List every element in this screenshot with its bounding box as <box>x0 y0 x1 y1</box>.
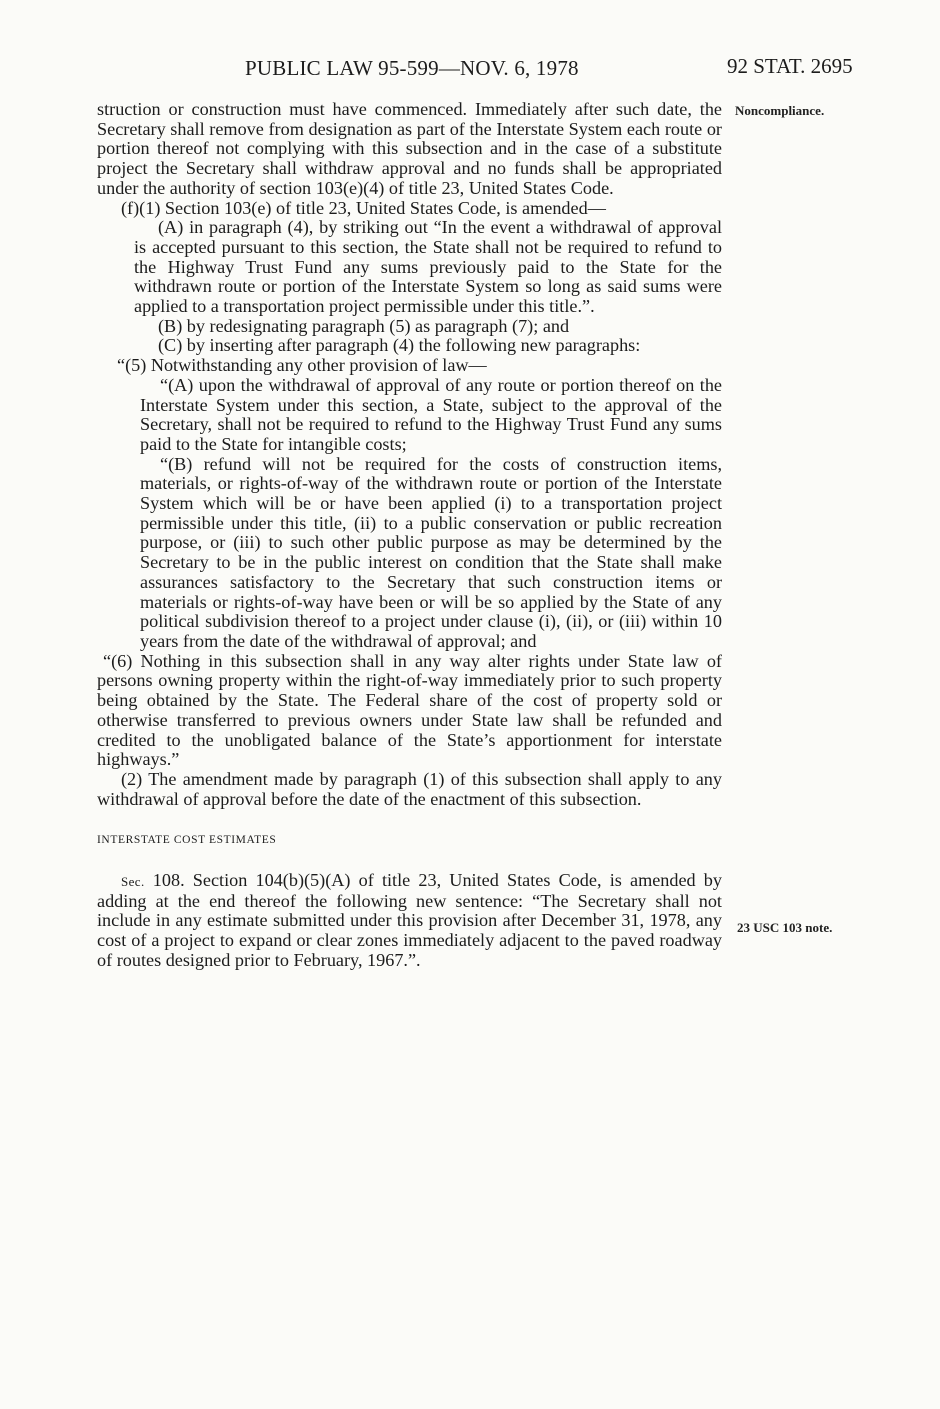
section-text: 108. Section 104(b)(5)(A) of title 23, United States Code, is amended by adding at the end thereof the following new sentence: “The Secretary shall not include in any estimate submitted under this provision after December 31, 1978, any cost of a project to expand or clear zones immediately adjacent to the paved roadway of routes designed prior to February, 1967.”. <box>97 870 722 970</box>
paragraph: (f)(1) Section 103(e) of title 23, United States Code, is amended— <box>121 197 606 218</box>
body-text <box>97 100 722 971</box>
paragraph: struction or construction must have commenced. Immediately after such date, the Secretary shall remove from designation as part of the Interstate System each route or portion thereof not complying with this subsection and in the case of a substitute project the Secretary shall withdraw approval and no funds shall be appropriated under the authority of section 103(e)(4) of title 23, United States Code. <box>97 99 722 198</box>
margin-note-noncompliance: Noncompliance. <box>735 103 825 118</box>
margin-note-usc: 23 USC 103 note. <box>737 920 833 935</box>
paragraph: (2) The amendment made by paragraph (1) of this subsection shall apply to any withdrawal of approval before the date of the enactment of this subsection. <box>97 768 722 809</box>
paragraph: (C) by inserting after paragraph (4) the following new paragraphs: <box>158 335 641 356</box>
section-heading: INTERSTATE COST ESTIMATES <box>97 834 277 847</box>
section-label: Sec. <box>121 874 145 890</box>
paragraph: “(A) upon the withdrawal of approval of any route or portion thereof on the Interstate System under this section, a State, subject to the approval of the Secretary, shall not be required to refund to the Highway Trust Fund any sums paid to the State for intangible costs; <box>140 374 722 454</box>
paragraph: “(6) Nothing in this subsection shall in any way alter rights under State law of persons owning property within the right-of-way immediately prior to such property being obtained by the State. The Federal share of the cost of property sold or otherwise transferred to previous owners under State law shall be refunded and credited to the unobligated balance of the State’s apportionment for interstate highways.” <box>97 650 722 770</box>
paragraph: (A) in paragraph (4), by striking out “In the event a withdrawal of approval is accepted pursuant to this section, the State shall not be required to refund to the Highway Trust Fund any sums previously paid to the State for the withdrawn route or portion of the Interstate System so long as said sums were applied to a transportation project permissible under this title.”. <box>134 217 722 317</box>
page-header-right: 92 STAT. 2695 <box>727 54 853 78</box>
paragraph: “(B) refund will not be required for the costs of construction items, materials, or rights-of-way of the withdrawn route or portion of the Interstate System which will be or have been applied (i) to a transportation project permissible under this title, (ii) to a public conservation or public recreation purpose, or (iii) to such other public purpose as may be determined by the Secretary to be in the public interest on condition that the State shall make assurances satisfactory to the Secretary that such construction items or materials or rights-of-way have been or will be so applied by the State of any political subdivision thereof to a project under clause (i), (ii), or (iii) within 10 years from the date of the withdrawal of approval; and <box>140 453 722 651</box>
page-header-left: PUBLIC LAW 95-599—NOV. 6, 1978 <box>245 56 579 80</box>
paragraph: (B) by redesignating paragraph (5) as paragraph (7); and <box>158 315 570 336</box>
paragraph: “(5) Notwithstanding any other provision of law— <box>117 355 487 376</box>
paragraph <box>97 871 722 971</box>
